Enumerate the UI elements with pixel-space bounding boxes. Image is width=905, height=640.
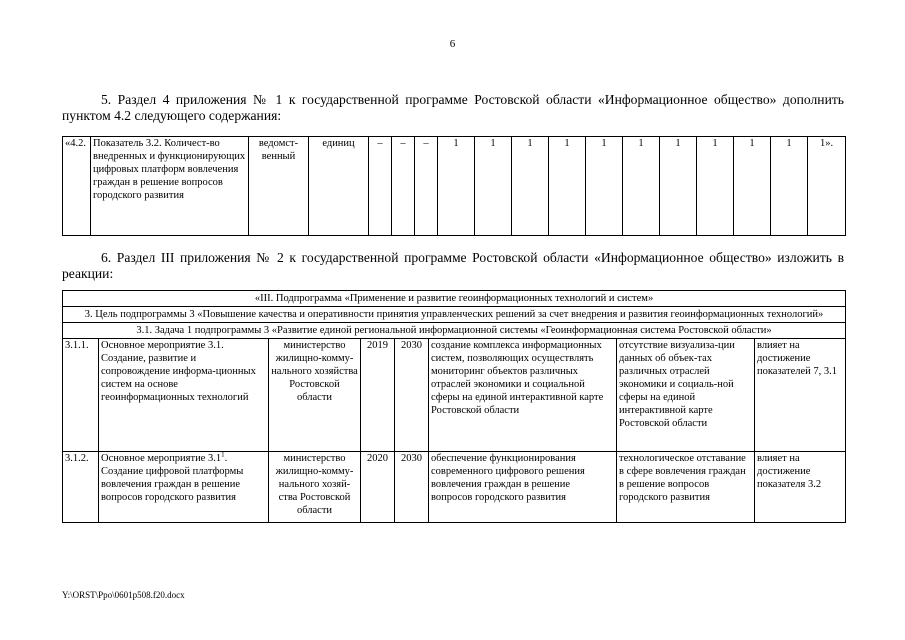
table-row [63, 137, 846, 236]
value-cell: 1 [660, 137, 697, 236]
executor: министерство жилищно-комму-нального хозяй-ства Ростовской области [269, 452, 361, 523]
row-number: 3.1.2. [63, 452, 99, 523]
end-year: 2030 [395, 339, 429, 452]
indicator-type: ведомст-венный [249, 137, 309, 236]
paragraph-5: 5. Раздел 4 приложения № 1 к государственной программе Ростовской области «Информационное общество» дополнить пунктом 4.2 следующего содержания: [62, 92, 844, 123]
measure-name [99, 452, 269, 523]
row-number: «4.2. [63, 137, 91, 236]
value-cell: – [415, 137, 438, 236]
value-cell: – [392, 137, 415, 236]
subprogram-title: «III. Подпрограмма «Применение и развитие геоинформационных технологий и систем» [63, 291, 846, 307]
value-cell: 1 [512, 137, 549, 236]
measure-name-part: Основное мероприятие 3.1 [101, 453, 222, 464]
value-cell: 1 [623, 137, 660, 236]
indicator-link: влияет на достижение показателя 3.2 [755, 452, 846, 523]
subprogram-task: 3.1. Задача 1 подпрограммы 3 «Развитие единой региональной информационной системы «Геоинформационная система Ростовской области» [63, 323, 846, 339]
superscript: 1 [221, 450, 225, 459]
indicator-link: влияет на достижение показателей 7, 3.1 [755, 339, 846, 452]
subprogram-goal: 3. Цель подпрограммы 3 «Повышение качества и оперативности принятия управленческих решений за счет внедрения и развития геоинформационных технологий» [63, 307, 846, 323]
expected-result: создание комплекса информационных систем, позволяющих осуществлять мониторинг объектов различных отраслей экономики и социальной сферы на единой интерактивной карте Ростовской области [429, 339, 617, 452]
table-header-row [63, 323, 846, 339]
start-year: 2019 [361, 339, 395, 452]
consequence: отсутствие визуализа-ции данных об объек-тах различных отраслей экономики и социаль-ной сферы на единой интерактивной карте Ростовской области [617, 339, 755, 452]
value-cell: 1». [808, 137, 846, 236]
value-cell: – [369, 137, 392, 236]
indicator-name: Показатель 3.2. Количест-во внедренных и функционирующих цифровых платформ вовлечения граждан в решение вопросов городского развития [91, 137, 249, 236]
value-cell: 1 [549, 137, 586, 236]
consequence: технологическое отставание в сфере вовлечения граждан в решение вопросов городского развития [617, 452, 755, 523]
value-cell: 1 [697, 137, 734, 236]
table-row [63, 452, 846, 523]
table-header-row [63, 291, 846, 307]
page-number: 6 [449, 38, 456, 50]
value-cell: 1 [586, 137, 623, 236]
row-number: 3.1.1. [63, 339, 99, 452]
measure-name-part: . Создание цифровой платформы вовлечения граждан в решение вопросов городского развития [101, 453, 244, 503]
file-path-footer: Y:\ORST\Ppo\0601p508.f20.docx [62, 590, 185, 600]
measure-name: Основное мероприятие 3.1. Создание, развитие и сопровождение информа-ционных систем на основе геоинформационных технологий [99, 339, 269, 452]
expected-result: обеспечение функционирования современного цифрового решения вовлечения граждан в решение вопросов городского развития [429, 452, 617, 523]
paragraph-6: 6. Раздел III приложения № 2 к государственной программе Ростовской области «Информационное общество» изложить в реакции: [62, 250, 844, 281]
end-year: 2030 [395, 452, 429, 523]
indicator-table [62, 136, 846, 236]
value-cell: 1 [475, 137, 512, 236]
value-cell: 1 [734, 137, 771, 236]
indicator-unit: единиц [309, 137, 369, 236]
table-header-row [63, 307, 846, 323]
table-row [63, 339, 846, 452]
start-year: 2020 [361, 452, 395, 523]
subprogram-table [62, 290, 846, 523]
value-cell: 1 [771, 137, 808, 236]
executor: министерство жилищно-комму-нального хозяйства Ростовской области [269, 339, 361, 452]
value-cell: 1 [438, 137, 475, 236]
